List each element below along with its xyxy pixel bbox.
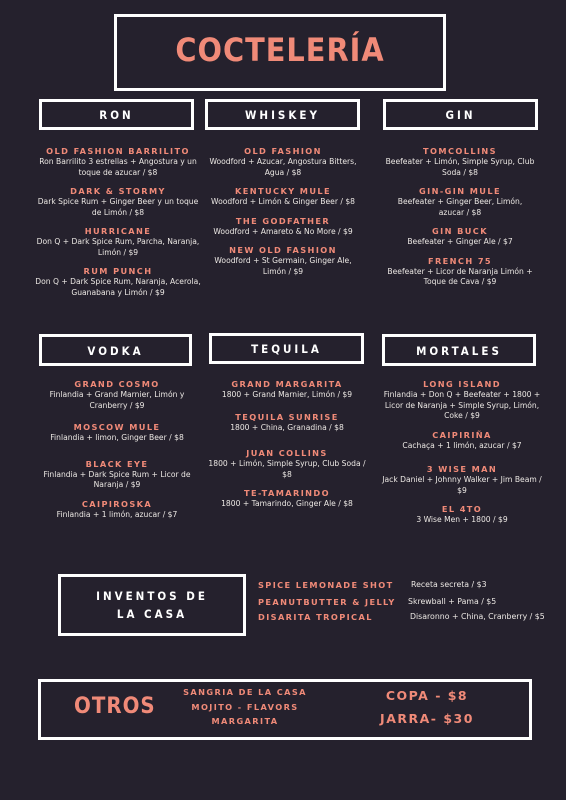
drink-name: SPICE LEMONADE SHOT [258, 580, 394, 590]
menu-item [202, 145, 364, 178]
otros-heading: OTROS [74, 694, 156, 719]
drink-name: JUAN COLLINS [246, 448, 328, 458]
section-heading: WHISKEY [245, 108, 320, 122]
drink-name: 3 WISE MAN [426, 464, 498, 474]
inventos-heading-line1: INVENTOS DE [96, 589, 208, 603]
menu-item [32, 498, 202, 521]
drink-description: Beefeater + Limón, Simple Syrup, Club Soda / $8 [385, 157, 535, 177]
section-heading: RON [99, 108, 134, 122]
drink-description: Woodford + Amareto & No More / $9 [213, 226, 353, 236]
drink-description: 1800 + China, Granadina / $8 [230, 422, 344, 432]
drink-description: 3 Wise Men + 1800 / $9 [416, 515, 508, 524]
drink-name: CAIPIROSKA [81, 498, 153, 509]
drink-name: HURRICANE [84, 226, 152, 236]
drink-description: Jack Daniel + Johnny Walker + Jim Beam / $9 [382, 475, 542, 495]
drink-description: Finlandia + 1 limón, azucar / $7 [56, 509, 178, 519]
menu-item [208, 487, 366, 510]
menu-item [380, 378, 544, 422]
inventos-heading-line2: LA CASA [116, 607, 188, 621]
drink-description: Woodford + Azucar, Angostura Bitters, Agua / $8 [209, 157, 357, 177]
menu-item [202, 185, 364, 208]
drink-description: 1800 + Tamarindo, Ginger Ale / $8 [221, 499, 353, 508]
drink-description: Ron Barrilito 3 estrellas + Angostura y un toque de azucar / $8 [39, 157, 197, 177]
drink-name: NEW OLD FASHION [229, 245, 337, 255]
drink-name: TE-TAMARINDO [244, 488, 330, 498]
drink-name: TOMCOLLINS [423, 146, 497, 156]
drink-description: 1800 + Limón, Simple Syrup, Club Soda / $8 [208, 459, 366, 479]
menu-item [32, 458, 202, 491]
drink-description: Woodford + St Germain, Ginger Ale, Limón / $9 [214, 256, 352, 276]
menu-item [208, 447, 366, 480]
gin-column [384, 145, 536, 295]
drink-name: BLACK EYE [85, 458, 149, 469]
menu-item [380, 503, 544, 526]
section-heading: GIN [445, 108, 476, 122]
drink-name: GRAND MARGARITA [231, 379, 343, 389]
drink-name: DARK & STORMY [70, 186, 166, 196]
section-header-vodka [39, 334, 192, 366]
drink-name: TEQUILA SUNRISE [235, 411, 339, 422]
section-heading: MORTALES [416, 344, 502, 358]
drink-description: Disaronno + China, Cranberry / $5 [410, 612, 545, 621]
drink-description: Beefeater + Ginger Beer, Limón, azucar / $8 [397, 197, 523, 217]
otros-item: MOJITO - FLAVORS [191, 702, 299, 712]
drink-name: MOSCOW MULE [73, 422, 161, 432]
section-header-whiskey [205, 99, 360, 130]
menu-item [32, 185, 204, 218]
section-header-ron [39, 99, 194, 130]
drink-description: Finlandia + Dark Spice Rum + Licor de Naranja / $9 [43, 469, 191, 489]
price-jarra: JARRA- $30 [380, 711, 474, 726]
drink-name: OLD FASHION [244, 146, 322, 156]
drink-description: Skrewball + Pama / $5 [408, 597, 497, 606]
whiskey-column [202, 145, 364, 284]
section-header-gin [383, 99, 538, 130]
section-heading: TEQUILA [251, 342, 322, 356]
drink-name: GRAND COSMO [74, 379, 160, 389]
title-box [114, 14, 446, 91]
menu-item [384, 145, 536, 178]
menu-item [384, 255, 536, 288]
vodka-column [32, 378, 202, 527]
drink-description: Finlandia + limon, Ginger Beer / $8 [50, 433, 184, 442]
drink-name: GIN-GIN MULE [419, 186, 501, 196]
drink-name: GIN BUCK [432, 226, 488, 236]
drink-name: EL 4TO [441, 504, 483, 514]
drink-name: FRENCH 75 [427, 255, 493, 266]
tequila-column [208, 378, 366, 517]
inventos-item [258, 612, 558, 626]
menu-item [32, 145, 204, 178]
drink-name: RUM PUNCH [83, 266, 153, 276]
menu-item [32, 421, 202, 444]
ron-column [32, 145, 204, 305]
otros-item: SANGRIA DE LA CASA [183, 687, 307, 697]
drink-name: CAIPIRIÑA [432, 429, 492, 440]
menu-item [32, 225, 204, 258]
section-header-mortales [382, 334, 536, 366]
menu-item [202, 215, 364, 238]
drink-name: KENTUCKY MULE [235, 186, 331, 196]
menu-item [384, 185, 536, 218]
inventos-item [258, 597, 558, 611]
drink-name: THE GODFATHER [235, 215, 331, 226]
page-title: COCTELERÍA [175, 31, 385, 69]
otros-item: MARGARITA [211, 716, 279, 726]
section-heading: VODKA [87, 344, 144, 358]
drink-description: Dark Spice Rum + Ginger Beer y un toque de Limón / $8 [37, 197, 199, 217]
drink-name: PEANUTBUTTER & JELLY [258, 597, 396, 607]
drink-description: 1800 + Grand Marnier, Limón / $9 [221, 390, 353, 399]
section-header-tequila [209, 333, 364, 364]
drink-description: Don Q + Dark Spice Rum, Parcha, Naranja, Limón / $9 [36, 237, 200, 257]
drink-description: Finlandia + Don Q + Beefeater + 1800 + Licor de Naranja + Simple Syrup, Limón, Coke / $9 [383, 390, 541, 420]
drink-description: Cachaça + 1 limón, azucar / $7 [402, 440, 522, 450]
menu-item [384, 225, 536, 248]
drink-description: Don Q + Dark Spice Rum, Naranja, Acerola, Guanabana y Limón / $9 [35, 277, 201, 297]
menu-item [202, 244, 364, 277]
menu-item [380, 463, 544, 496]
menu-item [208, 378, 366, 401]
drink-name: DISARITA TROPICAL [258, 612, 373, 622]
menu-item [32, 378, 202, 411]
drink-description: Beefeater + Licor de Naranja Limón + Toque de Cava / $9 [387, 266, 533, 286]
drink-description: Finlandia + Grand Marnier, Limón y Cranberry / $9 [49, 390, 185, 410]
drink-description: Woodford + Limón & Ginger Beer / $8 [211, 197, 355, 206]
mortales-column [380, 378, 544, 533]
inventos-item [258, 580, 558, 594]
drink-description: Beefeater + Ginger Ale / $7 [407, 237, 513, 246]
menu-item [380, 429, 544, 452]
menu-item [208, 411, 366, 434]
drink-description: Receta secreta / $3 [411, 580, 487, 589]
menu-item [32, 265, 204, 298]
drink-name: LONG ISLAND [423, 379, 501, 389]
drink-name: OLD FASHION BARRILITO [46, 146, 190, 156]
price-copa: COPA - $8 [385, 688, 469, 703]
inventos-header [58, 574, 246, 636]
